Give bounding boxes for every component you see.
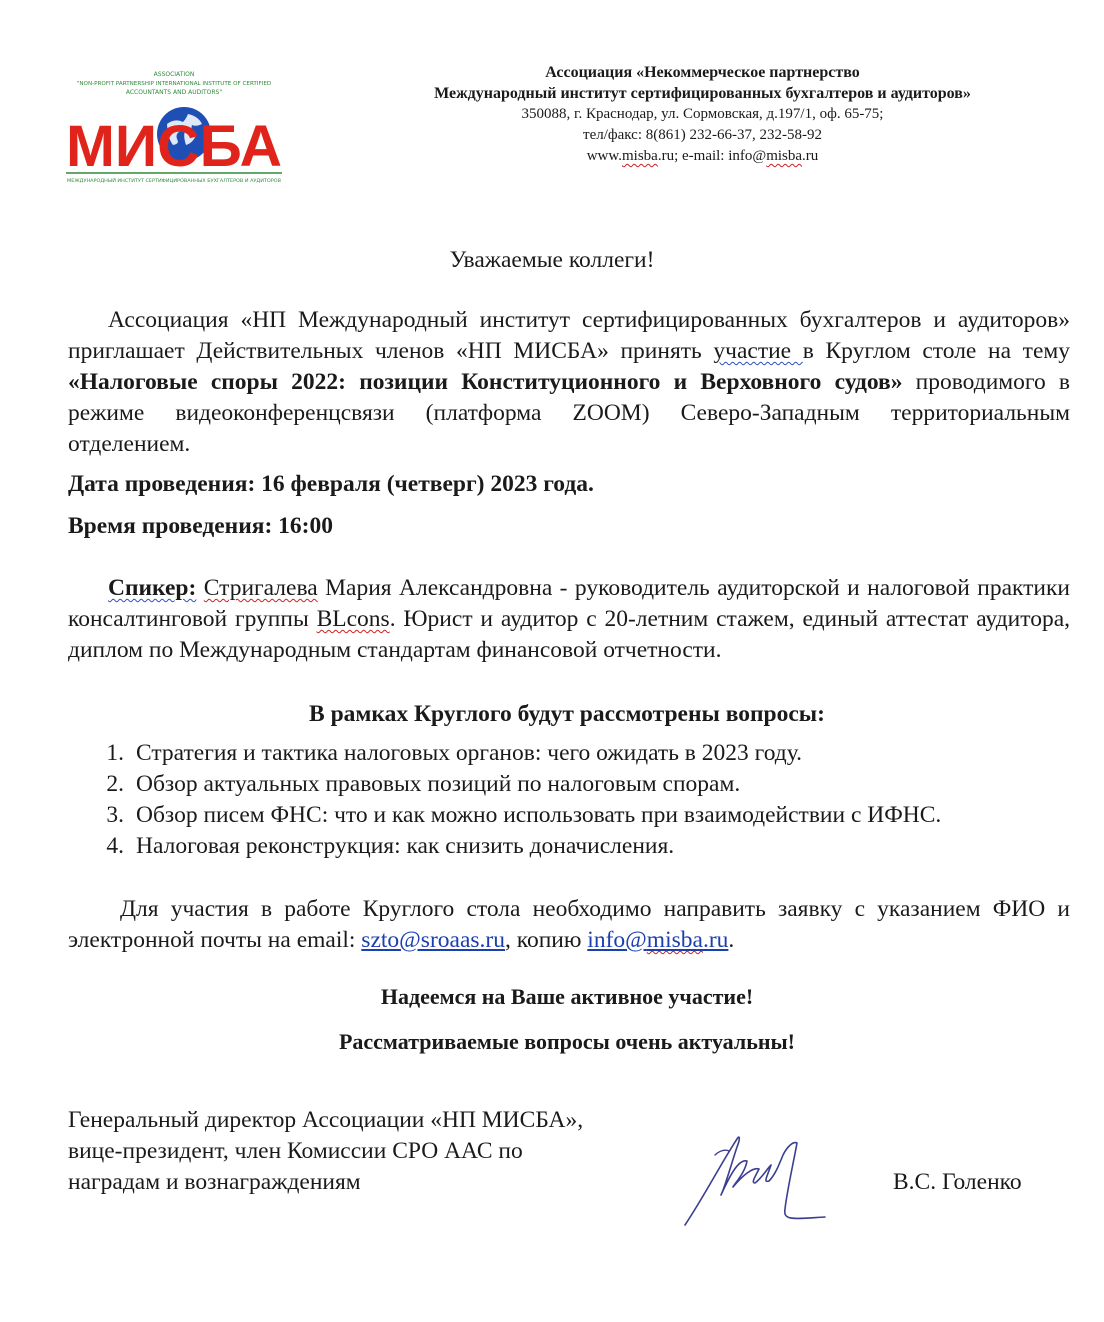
web-prefix: www. [586, 148, 622, 164]
header-address: 350088, г. Краснодар, ул. Сормовская, д.197/1, оф. 65-75; [521, 106, 884, 122]
signer-line-1: Генеральный директор Ассоциации «НП МИСБА», [68, 1107, 584, 1133]
email-suffix: .ru [802, 148, 819, 164]
header-line-1: Ассоциация «Некоммерческое партнерство [545, 64, 860, 81]
email-domain: misba [766, 148, 803, 164]
logo-bottom-text: МЕЖДУНАРОДНЫЙ ИНСТИТУТ СЕРТИФИЦИРОВАННЫХ БУХГАЛТЕРОВ И АУДИТОРОВ [67, 179, 268, 184]
event-date: Дата проведения: 16 февраля (четверг) 2023 года. [68, 471, 594, 497]
logo-mark: МИСБА [66, 114, 282, 179]
list-text: Налоговая реконструкция: как снизить доначисления. [136, 833, 675, 859]
para1-part2: проводимого в режиме видеоконференцсвязи (платформа ZOOM) Северо-Западным территориальным отделением. [68, 369, 1070, 457]
email2-domain[interactable]: misba [646, 927, 703, 953]
list-item [68, 738, 1078, 769]
speaker-paragraph [68, 573, 1070, 666]
email-link-szto[interactable]: szto@sroaas.ru [361, 927, 505, 953]
email-link-misba[interactable] [587, 927, 728, 953]
questions-list [68, 738, 1078, 862]
para1-participation: участие [713, 338, 803, 364]
list-text: Стратегия и тактика налоговых органов: чего ожидать в 2023 году. [136, 740, 802, 766]
apply-text-1: Для участия в работе Круглого стола необходимо направить заявку с указанием ФИО и электронной почты на email: [68, 896, 1070, 953]
signer-name: В.С. Голенко [893, 1169, 1022, 1195]
signer-line-2: вице-президент, член Комиссии СРО ААС по [68, 1138, 523, 1164]
closing-line-2: Рассматриваемые вопросы очень актуальны! [338, 1029, 796, 1054]
misba-logo [64, 66, 284, 191]
header-phone: тел/факс: 8(861) 232-66-37, 232-58-92 [583, 127, 822, 143]
list-number: 2. [106, 771, 124, 797]
email2-suffix[interactable]: .ru [702, 927, 729, 953]
logo-top-text-1: ASSOCIATION [153, 71, 195, 78]
list-item [68, 831, 1078, 862]
list-number: 1. [106, 740, 124, 766]
greeting: Уважаемые коллеги! [449, 247, 655, 273]
event-time: Время проведения: 16:00 [68, 513, 333, 539]
logo-top-text-3: ACCOUNTANTS AND AUDITORS" [125, 89, 223, 96]
apply-text-3: . [728, 927, 735, 953]
list-number: 4. [106, 833, 124, 859]
list-number: 3. [106, 802, 124, 828]
invitation-paragraph [68, 305, 1070, 460]
questions-heading: В рамках Круглого будут рассмотрены вопросы: [309, 701, 825, 727]
list-text: Обзор актуальных правовых позиций по налоговым спорам. [136, 771, 741, 797]
list-item [68, 769, 1078, 800]
speaker-surname: Стригалева [203, 575, 318, 601]
email2-prefix[interactable]: info@ [587, 927, 647, 953]
event-topic: «Налоговые споры 2022: позиции Конституционного и Верховного судов» [68, 369, 903, 395]
header-line-2: Международный институт сертифицированных бухгалтеров и аудиторов» [434, 85, 971, 102]
handwritten-signature [675, 1125, 835, 1235]
para1-tail: в Круглом столе на тему [802, 338, 1070, 364]
letterhead [300, 62, 1104, 167]
para1-part1: Ассоциация «НП Международный институт сертифицированных бухгалтеров и аудиторов» приглашает Действительных членов «НП МИСБА» принять [68, 307, 1070, 364]
signer-title [68, 1105, 688, 1198]
web-domain: misba [621, 148, 658, 164]
list-item [68, 800, 1078, 831]
misba-logo-graphic [64, 66, 284, 191]
signer-line-3: наградам и вознаграждениям [68, 1169, 361, 1195]
speaker-company: BLcons [316, 606, 390, 632]
logo-top-text-2: "NON-PROFIT PARTNERSHIP INTERNATIONAL INSTITUTE OF CERTIFIED [76, 81, 272, 87]
web-suffix: .ru [657, 148, 675, 164]
application-paragraph [68, 894, 1070, 956]
speaker-text-1: Мария Александровна - руководитель аудиторской и налоговой практики консалтинговой группы [68, 575, 1070, 632]
apply-text-2: , копию [504, 927, 588, 953]
closing-line-1: Надеемся на Ваше активное участие! [380, 984, 754, 1009]
speaker-label: Спикер: [108, 575, 197, 601]
list-text: Обзор писем ФНС: что и как можно использовать при взаимодействии с ИФНС. [136, 802, 942, 828]
speaker-text-2: . Юрист и аудитор с 20-летним стажем, единый аттестат аудитора, диплом по Международным стандартам финансовой отчетности. [68, 606, 1070, 663]
email-sep: ; e-mail: info@ [674, 148, 767, 164]
header-web-email [300, 146, 1104, 167]
